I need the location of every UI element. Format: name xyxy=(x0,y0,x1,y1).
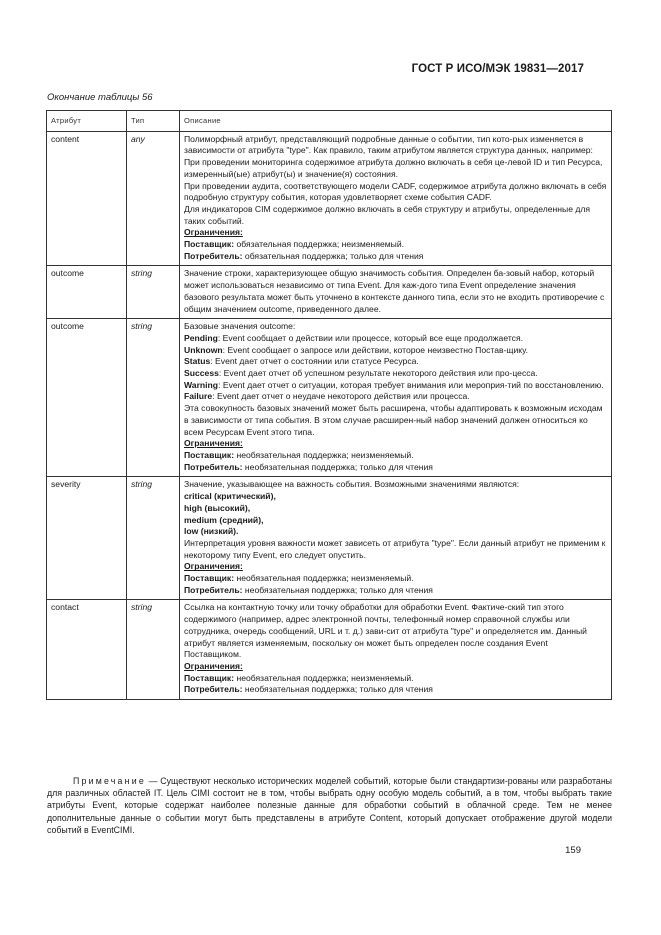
provider-constraint xyxy=(184,239,607,251)
consumer-label: Потребитель: xyxy=(184,461,243,472)
consumer-text: необязательная поддержка; только для чтения xyxy=(244,684,433,695)
attribute-type: string xyxy=(127,477,180,600)
constraints-label: Ограничения: xyxy=(184,660,243,671)
attribute-description xyxy=(180,319,612,477)
provider-text: необязательная поддержка; неизменяемый. xyxy=(236,672,414,683)
attribute-name: content xyxy=(47,131,127,266)
note-text: — Существуют несколько исторических моделей событий, которые были стандартизи-рованы или разработаны для различных областей IT. Цель CIMI состоит не в том, чтобы выбрать одну особую модель событий, а в том, чтобы выбрать такие атрибуты Event, которые содержат наиболее полезные данные для обработки событий в облачной среде. Тем не менее дополнительные данные о событии могут быть представлены в атрибуте Content, который допускает отображение другой модели событий в EventCIMI. xyxy=(47,776,612,835)
consumer-label: Потребитель: xyxy=(184,684,243,695)
severity-level: critical (критический), xyxy=(184,491,276,502)
attribute-name: outcome xyxy=(47,319,127,477)
table-note xyxy=(47,775,612,836)
outcome-value-text: : Event дает отчет о ситуации, которая требует внимания или мероприя-тий по восстановлению. xyxy=(218,379,604,390)
table-caption: Окончание таблицы 56 xyxy=(47,92,153,103)
attribute-name: contact xyxy=(47,600,127,700)
outcome-value xyxy=(184,368,607,380)
description-paragraph: При проведении мониторинга содержимое атрибута должно включать в себя це-левой ID и тип Ресурса, измеренный(ые) атрибут(ы) и значение(я) состояния. xyxy=(184,157,603,179)
outcome-value-text: : Event дает отчет о состоянии или статусе Ресурса. xyxy=(210,356,419,367)
column-header-attribute: Атрибут xyxy=(47,111,127,132)
description-intro: Базовые значения outcome: xyxy=(184,321,296,332)
attribute-type: string xyxy=(127,266,180,319)
description-paragraph: При проведении аудита, соответствующего модели CADF, содержимое атрибута должно включать в себя подробную структуру события, которая удовлетворяет схеме события CADF. xyxy=(184,180,607,203)
attribute-type: any xyxy=(127,131,180,266)
document-code: ГОСТ Р ИСО/МЭК 19831—2017 xyxy=(411,63,584,75)
consumer-text: обязательная поддержка; только для чтения xyxy=(244,250,424,261)
outcome-value xyxy=(184,380,607,392)
attribute-name: severity xyxy=(47,477,127,600)
outcome-value-text: : Event дает отчет об успешном результате некоторого действия или про-цесса. xyxy=(218,368,538,379)
attribute-type: string xyxy=(127,319,180,477)
attribute-description xyxy=(180,600,612,700)
outcome-value-name: Warning xyxy=(184,379,219,390)
outcome-value-name: Failure xyxy=(184,391,213,402)
severity-level: medium (средний), xyxy=(184,514,264,525)
attribute-description xyxy=(180,266,612,319)
provider-constraint xyxy=(184,673,607,685)
table-row xyxy=(47,319,612,477)
provider-constraint xyxy=(184,450,607,462)
description-paragraph: Ссылка на контактную точку или точку обработки для обработки Event. Фактиче-ский тип этого содержимого (например, адрес электронной почты, телефонный номер справочной службы или сотрудника, очередь сообщений, URL и т. д.) зави-сит от атрибута "type" и определяется им. Данный атрибут является изменяемым, поскольку он может быть определен после создания Event Поставщиком. xyxy=(184,602,587,660)
column-header-description: Описание xyxy=(180,111,612,132)
consumer-text: необязательная поддержка; только для чтения xyxy=(244,584,433,595)
provider-label: Поставщик: xyxy=(184,449,235,460)
attribute-table xyxy=(46,110,612,700)
attribute-type: string xyxy=(127,600,180,700)
description-paragraph: Для индикаторов CIM содержимое должно включать в себя структуру и атрибуты, определенные для таких событий. xyxy=(184,203,591,226)
provider-text: необязательная поддержка; неизменяемый. xyxy=(236,449,414,460)
note-label: Примечание xyxy=(73,776,146,786)
constraints-label: Ограничения: xyxy=(184,227,243,238)
outcome-value-text: : Event сообщает о действии или процессе, который все еще продолжается. xyxy=(217,332,524,343)
table-row xyxy=(47,266,612,319)
table-header-row xyxy=(47,111,612,132)
outcome-value-name: Pending xyxy=(184,332,218,343)
constraints-label: Ограничения: xyxy=(184,561,243,572)
table-row xyxy=(47,131,612,266)
severity-level: high (высокий), xyxy=(184,502,251,513)
description-paragraph: Полиморфный атрибут, представляющий подробные данные о событии, тип кото-рых изменяется в зависимости от атрибута "type". Как правило, таким атрибутом является структура данных, например: xyxy=(184,133,593,156)
consumer-constraint xyxy=(184,585,607,597)
outcome-value xyxy=(184,391,607,403)
provider-label: Поставщик: xyxy=(184,239,235,250)
severity-level: low (низкий). xyxy=(184,526,239,537)
outcome-value xyxy=(184,356,607,368)
outcome-value-text: : Event сообщает о запросе или действии, которое неизвестно Постав-щику. xyxy=(222,344,528,355)
attribute-name: outcome xyxy=(47,266,127,319)
outcome-value xyxy=(184,345,607,357)
consumer-constraint xyxy=(184,251,607,263)
outcome-value-name: Unknown xyxy=(184,344,223,355)
outcome-value-text: : Event дает отчет о неудаче некоторого действия или процесса. xyxy=(212,391,470,402)
provider-text: обязательная поддержка; неизменяемый. xyxy=(236,239,405,250)
column-header-type: Тип xyxy=(127,111,180,132)
outcome-value-name: Success xyxy=(184,368,219,379)
attribute-description xyxy=(180,477,612,600)
consumer-constraint xyxy=(184,684,607,696)
consumer-text: необязательная поддержка; только для чтения xyxy=(244,461,433,472)
outcome-value-name: Status xyxy=(184,356,211,367)
consumer-label: Потребитель: xyxy=(184,584,243,595)
description-intro: Значение, указывающее на важность события. Возможными значениями являются: xyxy=(184,479,520,490)
consumer-label: Потребитель: xyxy=(184,250,243,261)
outcome-value xyxy=(184,333,607,345)
provider-label: Поставщик: xyxy=(184,672,235,683)
description-outro: Эта совокупность базовых значений может быть расширена, чтобы адаптировать к возможным исходам в зависимости от типа события. В этом случае расширен-ный набор значений должен относиться ко всем Ресурсам Event этого типа. xyxy=(184,403,603,437)
table-row xyxy=(47,600,612,700)
description-outro: Интерпретация уровня важности может зависеть от атрибута "type". Если данный атрибут не применим к некоторому типу Event, его следует опустить. xyxy=(184,537,606,560)
consumer-constraint xyxy=(184,462,607,474)
table-row xyxy=(47,477,612,600)
constraints-label: Ограничения: xyxy=(184,438,243,449)
description-paragraph: Значение строки, характеризующее общую значимость события. Определен ба-зовый набор, который может использоваться независимо от типа Event. Для каж-дого типа Event определение значения базового результата может быть уточнено в контексте данного типа, если это не входить противоречие с общим значением outcome, приведенного далее. xyxy=(184,268,605,314)
provider-text: необязательная поддержка; неизменяемый. xyxy=(236,573,414,584)
provider-label: Поставщик: xyxy=(184,573,235,584)
page-number: 159 xyxy=(565,845,581,856)
attribute-description xyxy=(180,131,612,266)
provider-constraint xyxy=(184,573,607,585)
